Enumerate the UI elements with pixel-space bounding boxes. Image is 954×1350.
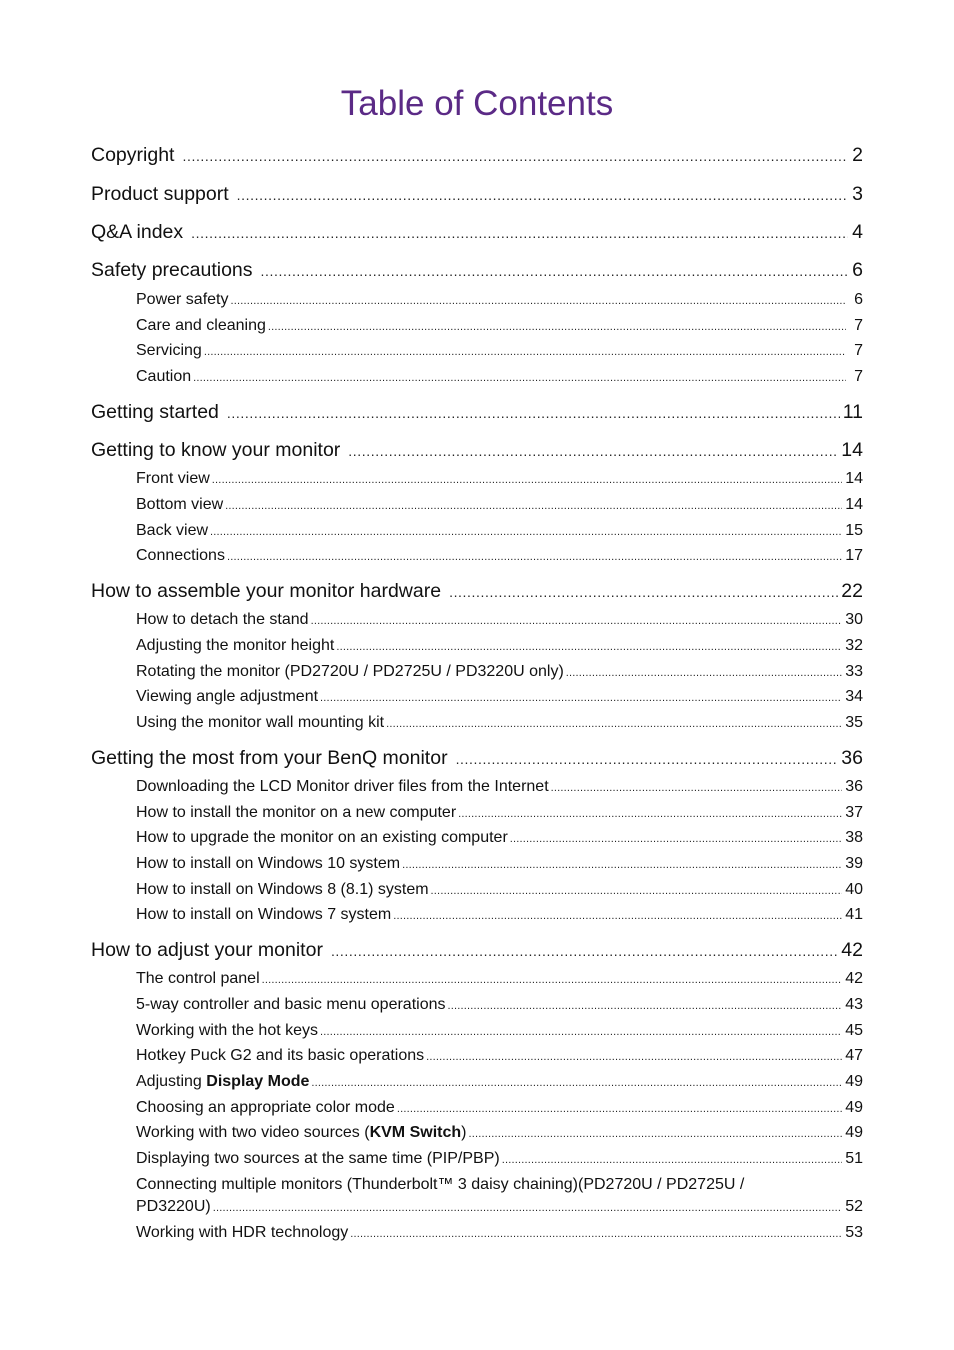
toc-page-number: 7	[854, 368, 863, 385]
toc-entry-qa-index[interactable]	[91, 219, 863, 246]
toc-entry-control-panel[interactable]	[136, 968, 863, 991]
toc-entry-caution[interactable]	[136, 366, 863, 389]
toc-label: How to install on Windows 8 (8.1) system	[136, 881, 429, 898]
toc-entry-care-and-cleaning[interactable]	[136, 315, 863, 338]
toc-entry-front-view[interactable]	[136, 468, 863, 491]
toc-page-number: 36	[841, 747, 863, 769]
toc-page-number: 34	[845, 688, 863, 705]
toc-label: Working with two video sources (KVM Switch)	[136, 1124, 467, 1141]
toc-entry-color-mode[interactable]	[136, 1097, 863, 1120]
toc-entry-back-view[interactable]	[136, 520, 863, 543]
toc-label: How to detach the stand	[136, 611, 309, 628]
toc-page-number: 22	[841, 580, 863, 602]
toc-entry-display-mode[interactable]	[136, 1071, 863, 1094]
toc-entry-wall-mount[interactable]	[136, 712, 863, 735]
toc-page-number: 6	[852, 259, 863, 281]
toc-page-number: 17	[845, 547, 863, 564]
toc-label: Bottom view	[136, 496, 224, 513]
toc-label: The control panel	[136, 970, 260, 987]
toc-page-number: 7	[854, 317, 863, 334]
toc-entry-product-support[interactable]	[91, 181, 863, 208]
toc-page-number: 52	[845, 1198, 863, 1215]
toc-label: How to assemble your monitor hardware	[91, 580, 442, 602]
toc-label: Connections	[136, 547, 225, 564]
toc-entry-power-safety[interactable]	[136, 289, 863, 312]
toc-entry-daisy-chaining[interactable]	[136, 1174, 863, 1219]
toc-entry-pip-pbp[interactable]	[136, 1148, 863, 1171]
toc-label: Getting the most from your BenQ monitor	[91, 747, 448, 769]
toc-label: Safety precautions	[91, 259, 253, 281]
toc-label: Adjusting the monitor height	[136, 637, 335, 654]
toc-entry-rotating-monitor[interactable]	[136, 661, 863, 684]
toc-page-number: 33	[845, 663, 863, 680]
toc-label: Caution	[136, 368, 192, 385]
toc-entry-most-from-monitor[interactable]	[91, 745, 863, 772]
toc-label: Back view	[136, 522, 209, 539]
toc-page-number: 11	[842, 401, 863, 423]
toc-page-number: 30	[845, 611, 863, 628]
toc-entry-bottom-view[interactable]	[136, 494, 863, 517]
toc-label: Care and cleaning	[136, 317, 266, 334]
toc-entry-hdr[interactable]	[136, 1222, 863, 1245]
toc-page-number: 42	[841, 939, 863, 961]
toc-label: Displaying two sources at the same time (PIP/PBP)	[136, 1150, 500, 1167]
toc-entry-assemble-hardware[interactable]	[91, 578, 863, 605]
toc-page-number: 49	[845, 1099, 863, 1116]
toc-page-number: 47	[845, 1047, 863, 1064]
toc-label: Rotating the monitor (PD2720U / PD2725U / PD3220U only)	[136, 663, 564, 680]
toc-entry-download-driver[interactable]	[136, 776, 863, 799]
toc-page-number: 15	[845, 522, 863, 539]
toc-page-number: 38	[845, 829, 863, 846]
toc-label: Power safety	[136, 291, 229, 308]
toc-entry-detach-stand[interactable]	[136, 609, 863, 632]
toc-entry-connections[interactable]	[136, 545, 863, 568]
toc-label: Working with the hot keys	[136, 1022, 319, 1039]
page-title: Table of Contents	[340, 84, 614, 123]
toc-label: Servicing	[136, 342, 202, 359]
toc-entry-servicing[interactable]	[136, 340, 863, 363]
toc-label: Product support	[91, 183, 229, 205]
toc-entry-safety-precautions[interactable]	[91, 257, 863, 284]
toc-page-number: 14	[845, 470, 863, 487]
toc-label: 5-way controller and basic menu operations	[136, 996, 446, 1013]
toc-page-number: 49	[845, 1073, 863, 1090]
toc-page-number: 6	[854, 291, 863, 308]
toc-label: Copyright	[91, 144, 175, 166]
toc-label: Adjusting Display Mode	[136, 1073, 310, 1090]
toc-page-number: 40	[845, 881, 863, 898]
toc-entry-adjust-monitor[interactable]	[91, 937, 863, 964]
toc-entry-hotkey-puck[interactable]	[136, 1045, 863, 1068]
toc-entry-viewing-angle[interactable]	[136, 686, 863, 709]
toc-page-number: 36	[845, 778, 863, 795]
toc-page-number: 7	[854, 342, 863, 359]
toc-page-number: 14	[845, 496, 863, 513]
toc-label: Hotkey Puck G2 and its basic operations	[136, 1047, 425, 1064]
toc-label: Getting to know your monitor	[91, 439, 341, 461]
toc-label: How to install the monitor on a new computer	[136, 804, 457, 821]
toc-entry-adjust-height[interactable]	[136, 635, 863, 658]
toc-label: How to upgrade the monitor on an existing computer	[136, 829, 508, 846]
toc-entry-getting-to-know-monitor[interactable]	[91, 437, 863, 464]
toc-label: Viewing angle adjustment	[136, 688, 319, 705]
toc-page-number: 42	[845, 970, 863, 987]
toc-page-number: 4	[852, 221, 863, 243]
toc-entry-five-way-controller[interactable]	[136, 994, 863, 1017]
toc-label: Getting started	[91, 401, 219, 423]
toc-page-number: 41	[845, 906, 863, 923]
toc-entry-copyright[interactable]	[91, 142, 863, 169]
toc-entry-upgrade-existing[interactable]	[136, 827, 863, 850]
toc-label: How to install on Windows 7 system	[136, 906, 392, 923]
toc-page-number: 14	[841, 439, 863, 461]
toc-label: Downloading the LCD Monitor driver files from the Internet	[136, 778, 549, 795]
toc-page-number: 45	[845, 1022, 863, 1039]
toc-label: Q&A index	[91, 221, 184, 243]
toc-label: How to install on Windows 10 system	[136, 855, 401, 872]
toc-page-number: 39	[845, 855, 863, 872]
toc-page-number: 3	[852, 183, 863, 205]
toc-entry-install-new-computer[interactable]	[136, 802, 863, 825]
toc-entry-windows-10[interactable]	[136, 853, 863, 876]
toc-label-line1: Connecting multiple monitors (Thunderbolt™ 3 daisy chaining)(PD2720U / PD2725U /	[136, 1176, 745, 1193]
toc-page-number: 2	[852, 144, 863, 166]
toc-label: Working with HDR technology	[136, 1224, 349, 1241]
toc-label: Choosing an appropriate color mode	[136, 1099, 395, 1116]
toc-entry-windows-7[interactable]	[136, 904, 863, 927]
toc-label-line2: PD3220U)	[136, 1198, 211, 1215]
toc-entry-hot-keys[interactable]	[136, 1020, 863, 1043]
toc-page-number: 35	[845, 714, 863, 731]
toc-label: How to adjust your monitor	[91, 939, 323, 961]
toc-page-number: 37	[845, 804, 863, 821]
toc-page-number: 49	[845, 1124, 863, 1141]
toc-page-number: 53	[845, 1224, 863, 1241]
toc-page-number: 32	[845, 637, 863, 654]
toc-entry-getting-started[interactable]	[91, 399, 863, 426]
toc-label: Front view	[136, 470, 210, 487]
toc-entry-kvm-switch[interactable]	[136, 1122, 863, 1145]
toc-entry-windows-8[interactable]	[136, 879, 863, 902]
toc-label: Using the monitor wall mounting kit	[136, 714, 385, 731]
toc-page-number: 43	[845, 996, 863, 1013]
toc-page-number: 51	[845, 1150, 863, 1167]
